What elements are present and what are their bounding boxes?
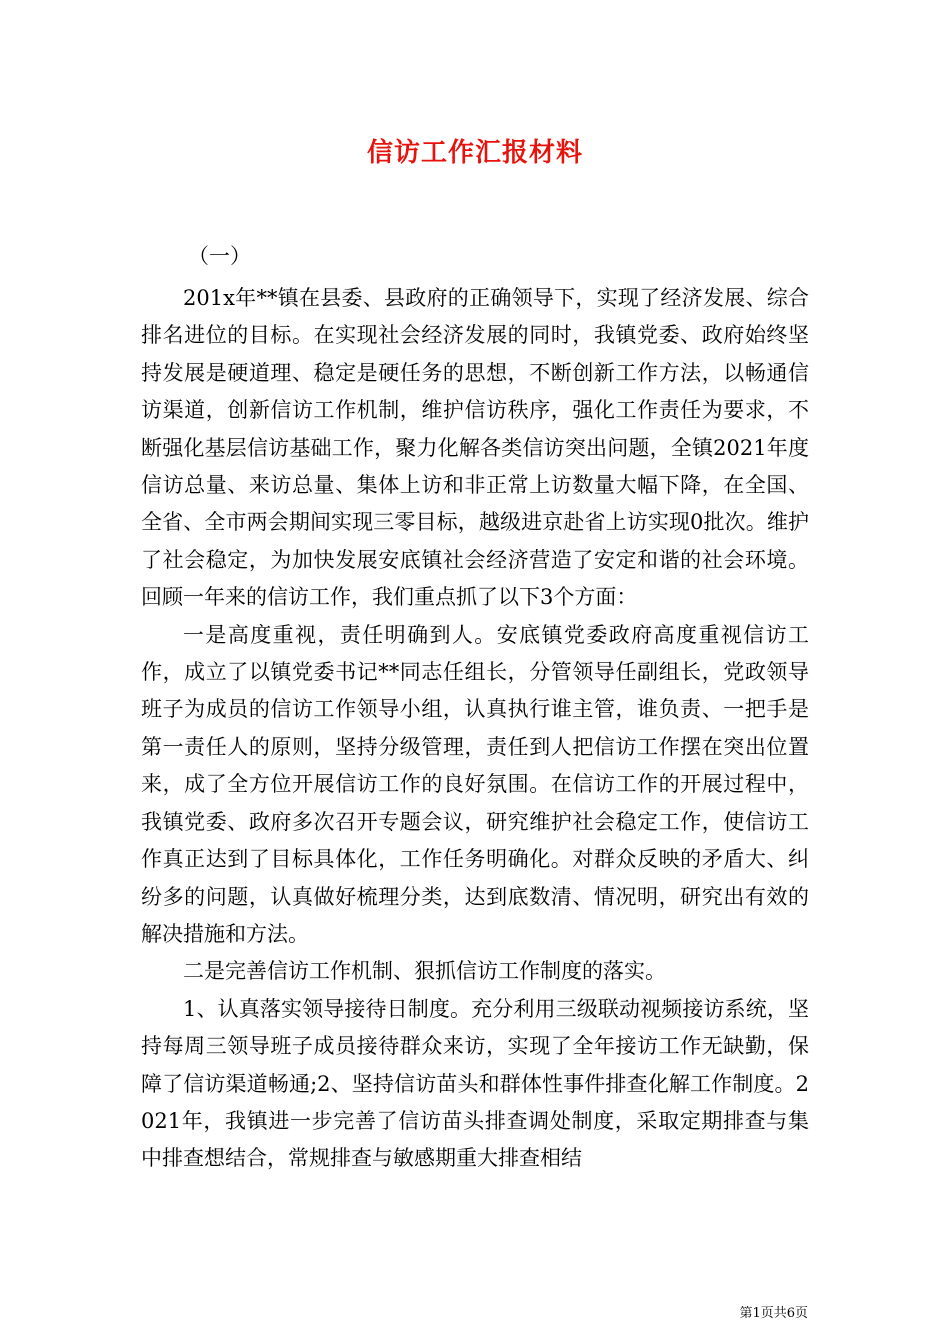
section-label: （一） [188, 244, 251, 268]
paragraph-point-one: 一是高度重视，责任明确到人。安底镇党委政府高度重视信访工作，成立了以镇党委书记**同志任组长，分管领导任副组长，党政领导班子为成员的信访工作领导小组，认真执行谁主管，谁负责、一把手是第一责任人的原则，坚持分级管理，责任到人把信访工作摆在突出位置来，成了全方位开展信访工作的良好氛围。在信访工作的开展过程中，我镇党委、政府多次召开专题会议，研究维护社会稳定工作，使信访工作真正达到了目标具体化，工作任务明确化。对群众反映的矛盾大、纠纷多的问题，认真做好梳理分类，达到底数清、情况明，研究出有效的解决措施和方法。 [141, 622, 809, 946]
paragraph-point-two: 二是完善信访工作机制、狠抓信访工作制度的落实。 [183, 959, 666, 984]
page-title: 信访工作汇报材料 [366, 138, 583, 168]
document-body [141, 280, 809, 1178]
page-number: 第1页共6页 [739, 1306, 808, 1321]
paragraph-item-list: 1、认真落实领导接待日制度。充分利用三级联动视频接访系统，坚持每周三领导班子成员接待群众来访，实现了全年接访工作无缺勤，保障了信访渠道畅通;2、坚持信访苗头和群体性事件排查化解工作制度。2021年，我镇进一步完善了信访苗头排查调处制度，采取定期排查与集中排查想结合，常规排查与敏感期重大排查相结 [141, 996, 809, 1171]
paragraph-intro: 201x年**镇在县委、县政府的正确领导下，实现了经济发展、综合排名进位的目标。在实现社会经济发展的同时，我镇党委、政府始终坚持发展是硬道理、稳定是硬任务的思想，不断创新工作方法，以畅通信访渠道，创新信访工作机制，维护信访秩序，强化工作责任为要求，不断强化基层信访基础工作，聚力化解各类信访突出问题，全镇2021年度信访总量、来访总量、集体上访和非正常上访数量大幅下降，在全国、全省、全市两会期间实现三零目标，越级进京赴省上访实现0批次。维护了社会稳定，为加快发展安底镇社会经济营造了安定和谐的社会环境。回顾一年来的信访工作，我们重点抓了以下3个方面： [141, 286, 809, 610]
